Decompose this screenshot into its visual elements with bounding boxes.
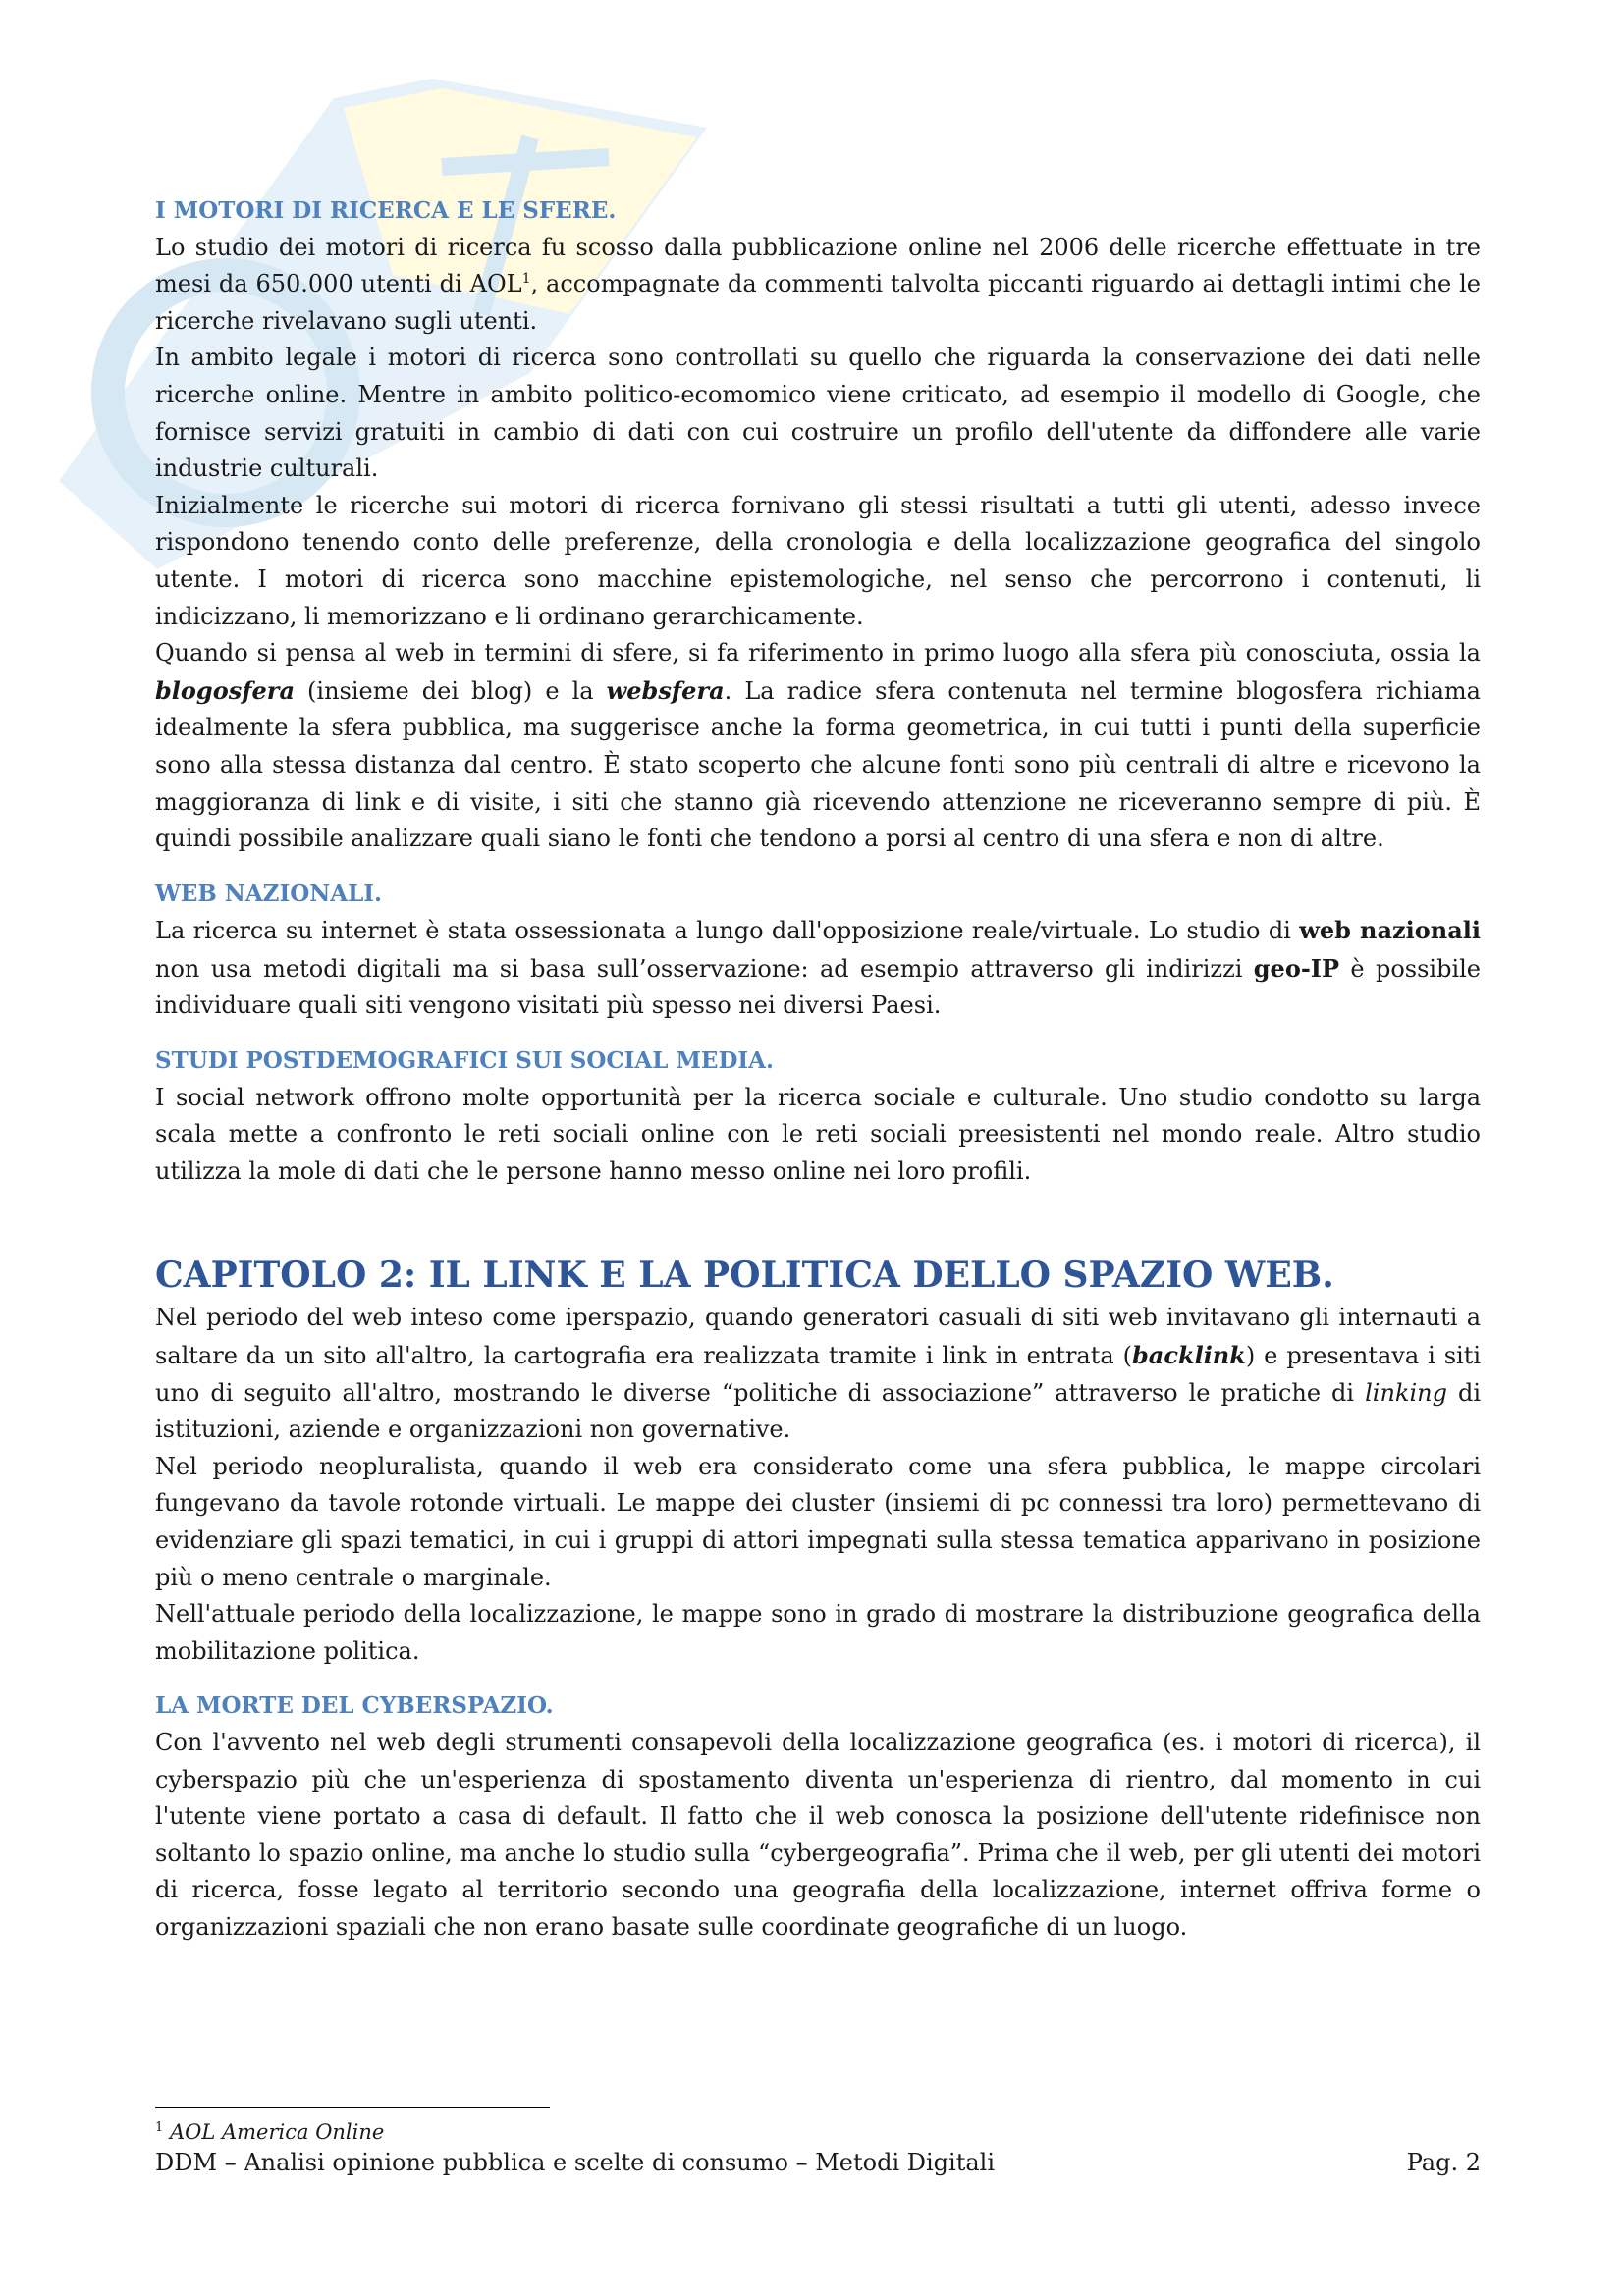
text-run: La ricerca su internet è stata ossessionata a lungo dall'opposizione reale/virtuale. Lo studio di: [155, 917, 1300, 945]
text-run: , accompagnate da commenti talvolta piccanti riguardo ai dettagli intimi che le ricerche rivelavano sugli utenti.: [155, 270, 1481, 335]
paragraph: Nell'attuale periodo della localizzazione, le mappe sono in grado di mostrare la distribuzione geografica della mobilitazione politica.: [155, 1600, 1481, 1665]
term-geo-ip: geo-IP: [1253, 953, 1340, 983]
page-content: [155, 192, 1481, 1947]
section-heading-postdemografici: STUDI POSTDEMOGRAFICI SUI SOCIAL MEDIA.: [155, 1047, 774, 1075]
text-run: Lo studio dei motori di ricerca fu scosso dalla pubblicazione online nel 2006 delle ricerche effettuate in tre mesi da 650.000 utenti di AOL: [155, 233, 1481, 298]
text-run: è possibile individuare quali siti vengono visitati più spesso nei diversi Paesi.: [155, 954, 1482, 1020]
paragraph: I social network offrono molte opportunità per la ricerca sociale e culturale. Uno studio condotto su larga scala mette a confronto le reti sociali online con le reti sociali preesistenti nel mondo reale. Altro studio utilizza la mole di dati che le persone hanno messo online nei loro profili.: [155, 1083, 1481, 1185]
footnote-number: 1: [155, 2120, 164, 2135]
footnote-ref[interactable]: 1: [521, 271, 531, 288]
section-heading-web-nazionali: WEB NAZIONALI.: [155, 880, 383, 907]
text-run: ) e presentava i siti uno di seguito all'altro, mostrando le diverse “politiche di associazione” attraverso le pratiche di: [155, 1342, 1482, 1407]
text-run: Nel periodo del web inteso come iperspazio, quando generatori casuali di siti web invitavano gli internauti a saltare da un sito all'altro, la cartografia era realizzata tramite i link in entrata (: [155, 1304, 1481, 1370]
footnote-divider: [155, 2107, 550, 2108]
page-number: Pag. 2: [1406, 2149, 1481, 2176]
section-heading-cyberspazio: LA MORTE DEL CYBERSPAZIO.: [155, 1692, 554, 1720]
term-web-nazionali: web nazionali: [1299, 916, 1481, 945]
paragraph: [155, 912, 1481, 1025]
footer-document-title: DDM – Analisi opinione pubblica e scelte di consumo – Metodi Digitali: [155, 2149, 996, 2176]
text-run: Quando si pensa al web in termini di sfere, si fa riferimento in primo luogo alla sfera più conosciuta, ossia la: [155, 639, 1481, 667]
page-footer: [155, 2149, 1481, 2176]
paragraph: In ambito legale i motori di ricerca sono controllati su quello che riguarda la conservazione dei dati nelle ricerche online. Mentre in ambito politico-ecomomico viene criticato, ad esempio il modello di Google, che fornisce servizi gratuiti in cambio di dati con cui costruire un profilo dell'utente da diffondere alle varie industrie culturali.: [155, 344, 1481, 483]
text-run: (insieme dei blog) e la: [295, 676, 607, 705]
term-blogosfera: blogosfera: [155, 675, 295, 705]
paragraph: [155, 635, 1481, 858]
section-heading-motori: I MOTORI DI RICERCA E LE SFERE.: [155, 197, 617, 224]
paragraph: [155, 230, 1481, 341]
paragraph: Nel periodo neopluralista, quando il web era considerato come una sfera pubblica, le mappe circolari fungevano da tavole rotonde virtuali. Le mappe dei cluster (insiemi di pc connessi tra loro) permettevano di evidenziare gli spazi tematici, in cui i gruppi di attori impegnati sulla stessa tematica apparivano in posizione più o meno centrale o marginale.: [155, 1452, 1481, 1591]
paragraph: [155, 1300, 1481, 1448]
term-linking: linking: [1365, 1378, 1447, 1407]
term-websfera: websfera: [606, 675, 725, 705]
text-run: di istituzioni, aziende e organizzazioni non governative.: [155, 1378, 1482, 1444]
footnote: [155, 2120, 384, 2144]
paragraph: Inizialmente le ricerche sui motori di ricerca fornivano gli stessi risultati a tutti gli utenti, adesso invece rispondono tenendo conto delle preferenze, della cronologia e della localizzazione geografica del singolo utente. I motori di ricerca sono macchine epistemologiche, nel senso che percorrono i contenuti, li indicizzano, li memorizzano e li ordinano gerarchicamente.: [155, 491, 1481, 630]
paragraph: Con l'avvento nel web degli strumenti consapevoli della localizzazione geografica (es. i motori di ricerca), il cyberspazio più che un'esperienza di spostamento diventa un'esperienza di rientro, dal momento in cui l'utente viene portato a casa di default. Il fatto che il web conosca la posizione dell'utente ridefinisce non soltanto lo spazio online, ma anche lo studio sulla “cybergeografia”. Prima che il web, per gli utenti dei motori di ricerca, fosse legato al territorio secondo una geografia della localizzazione, internet offriva forme o organizzazioni spaziali che non erano basate sulle coordinate geografiche di un luogo.: [155, 1728, 1481, 1941]
text-run: . La radice sfera contenuta nel termine blogosfera richiama idealmente la sfera pubblica, ma suggerisce anche la forma geometrica, in cui tutti i punti della superficie sono alla stessa distanza dal centro. È stato scoperto che alcune fonti sono più centrali di altre e ricevono la maggioranza di link e di visite, i siti che stanno già ricevendo attenzione ne riceveranno sempre di più. È quindi possibile analizzare quali siano le fonti che tendono a porsi al centro di una sfera e non di altre.: [155, 676, 1481, 853]
term-backlink: backlink: [1132, 1341, 1246, 1370]
footnote-text: AOL America Online: [169, 2120, 385, 2144]
chapter-title: CAPITOLO 2: IL LINK E LA POLITICA DELLO SPAZIO WEB.: [155, 1255, 1334, 1297]
text-run: non usa metodi digitali ma si basa sull’osservazione: ad esempio attraverso gli indirizzi: [155, 954, 1254, 983]
